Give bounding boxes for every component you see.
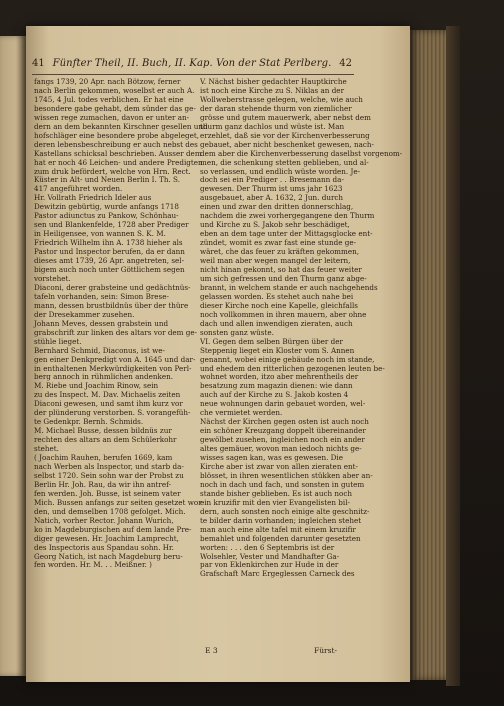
text-line: Kastellans schicksal beschrieben. Ausser dem: [34, 148, 202, 158]
text-line: altes gemäuer, wovon man iedoch nichts ge-: [200, 444, 362, 454]
text-line: Nächst der Kirchen gegen osten ist auch noch: [200, 417, 369, 427]
text-line: Johann Meves, dessen grabstein und: [34, 318, 169, 328]
text-line: ein kruzifir mit den vier Evangelisten bil-: [200, 497, 350, 507]
previous-page-edge: [0, 36, 26, 676]
text-line: 417 angeführet worden.: [34, 184, 123, 194]
text-line: noch in dach und fach, und sonsten in gutem: [200, 479, 365, 489]
right-page-number: 42: [339, 58, 352, 69]
text-line: Steppenig lieget ein Kloster vom S. Annen: [200, 345, 355, 355]
text-line: wohnet worden, itzo aber mehrentheils der: [200, 372, 359, 382]
running-header: [32, 58, 352, 69]
text-line: und ehedem den ritterlichen gezogenen leuten be-: [200, 363, 385, 373]
text-line: brannt, in welchem stande er auch nachgehends: [200, 282, 378, 292]
text-line: grabschrift zur linken des altars vor dem ge-: [34, 327, 198, 337]
text-line: genannt, wobei einige gebäude noch im stande,: [200, 354, 375, 364]
left-page-number: 41: [32, 58, 45, 69]
text-line: hat er noch 46 Leichen- und andere Predigten: [34, 157, 203, 167]
text-line: ( Joachim Rauhen, berufen 1669, kam: [34, 453, 173, 463]
text-line: nachdem die zwei vorhergegangene den Thurm: [200, 211, 375, 221]
text-line: Hr. Vollrath Friedrich Ideler aus: [34, 193, 152, 203]
text-line: neue wohnungen darin gebauet worden, wel-: [200, 399, 366, 409]
text-line: eben an dem tage unter der Mittagsglocke ent-: [200, 229, 373, 239]
text-line: Diaconi gewesen, und samt ihm kurz vor: [34, 399, 183, 409]
text-line: dieses amt 1739, 26 Apr. angetreten, sel-: [34, 256, 184, 266]
text-line: par von Eklenkirchen zur Hude in der: [200, 560, 339, 570]
text-line: nach Berlin gekommen, woselbst er auch A.: [34, 85, 195, 95]
text-line: sonsten ganz wüste.: [200, 327, 274, 337]
text-line: zu des Inspect. M. Dav. Michaelis zeiten: [34, 390, 181, 400]
text-line: dach und allen inwendigen zieraten, auch: [200, 318, 353, 328]
text-line: ein schöner Kreuzgang doppelt übereinander: [200, 426, 366, 436]
header-rule: [32, 74, 354, 75]
text-line: besatzung zum magazin dienen: wie dann: [200, 381, 353, 391]
text-line: dern an dem bekannten Kirschner gesellen und: [34, 121, 208, 131]
text-line: um sich gefressen und den Thurm ganz abge-: [200, 273, 367, 283]
text-line: gelassen worden. Es stehet auch nahe bei: [200, 291, 354, 301]
text-line: blösset, in ihren wesentlichen stükken aber an-: [200, 470, 373, 480]
text-line: worten: . . . den 6 Septembris ist der: [200, 542, 335, 552]
text-line: Mich. Bussen anfangs zur seiten gesetzet wor-: [34, 497, 205, 507]
text-line: M. Riebe und Joachim Rinow, sein: [34, 381, 159, 391]
text-line: bemahlet und folgenden darunter gesetzten: [200, 533, 361, 543]
text-line: hofschläger eine besondere probe abgeleget,: [34, 130, 199, 140]
text-line: berg annoch in rühmlichen andenken.: [34, 372, 174, 382]
text-line: dem aber die Kirchenverbesserung daselbst vorgenom-: [200, 148, 403, 158]
text-line: Wollweberstrasse gelegen, welche, wie auch: [200, 94, 363, 104]
text-line: nach Werben als Inspector, und starb da-: [34, 461, 184, 471]
text-line: gebauet, aber nicht beschenket gewesen, nach-: [200, 139, 374, 149]
text-line: den, und demselben 1708 gefolget. Mich.: [34, 506, 186, 516]
text-line: V. Nächst bisher gedachter Hauptkirche: [200, 77, 347, 86]
text-line: te bilder darin vorhanden; ingleichen stehet: [200, 515, 362, 525]
text-line: doch sei ein Prediger . . Bresemann da-: [200, 175, 344, 185]
text-line: thurm ganz dachlos und wüste ist. Man: [200, 121, 345, 131]
text-line: zum druk befördert, welche von Hrn. Rect.: [34, 166, 191, 176]
text-line: Friedrich Wilhelm ihn A. 1738 hieher als: [34, 238, 183, 248]
text-line: Pastor und Inspector berufen, da er dann: [34, 247, 185, 257]
text-line: Berlin Hr. Joh. Rau, da wir ihn antref-: [34, 479, 171, 489]
text-line: Diaconi, derer grabsteine und gedächtnüs-: [34, 282, 191, 292]
text-line: Bernhard Schmid, Diaconus, ist we-: [34, 345, 165, 355]
text-line: und Kirche zu S. Jakob sehr beschädiget,: [200, 220, 350, 230]
text-line: ist noch eine Kirche zu S. Niklas an der: [200, 85, 344, 95]
text-line: vorstehet.: [34, 273, 71, 283]
text-line: auch auf der Kirche zu S. Jakob kosten 4: [200, 390, 349, 400]
text-line: wissen rege zumachen, davon er unter an-: [34, 112, 190, 122]
text-line: nicht hinan gekonnt, so hat das feuer weiter: [200, 265, 362, 275]
text-line: in enthaltenen Merkwürdigkeiten von Perl-: [34, 363, 192, 373]
text-line: deren lebensbeschreibung er auch nebst des: [34, 139, 198, 149]
text-line: Küster in Alt- und Neuen Berlin I. Th. S.: [34, 175, 181, 185]
text-line: des Inspectoris aus Spandau sohn. Hr.: [34, 542, 174, 552]
text-line: wäret, che das feuer zu kräften gekommen,: [200, 247, 359, 257]
text-line: men, die schenkung stetten geblieben, und al-: [200, 157, 369, 167]
text-line: in Heiligensee, von wannen S. K. M.: [34, 229, 166, 239]
text-line: stande bisher geblieben. Es ist auch noch: [200, 488, 353, 498]
text-line: Georg Natich, ist nach Magdeburg beru-: [34, 551, 183, 561]
text-line: Dewitzin gebürtig, wurde anfangs 1718: [34, 202, 179, 212]
text-line: sen und Blankenfelde, 1728 aber Prediger: [34, 220, 189, 230]
text-line: dieser Kirche noch eine Kapelle, gleichfalls: [200, 300, 358, 310]
text-line: stühle lieget.: [34, 336, 82, 346]
text-line: noch vollkommen in ihren mauern, aber ohne: [200, 309, 367, 319]
text-line: Pastor adiunctus zu Pankow, Schönhau-: [34, 211, 179, 221]
text-line: gen einer Denkpredigt von A. 1645 und dar-: [34, 354, 196, 364]
text-line: stehet.: [34, 444, 59, 454]
text-line: selbst 1720. Sein sohn war der Probst zu: [34, 470, 184, 480]
right-text-column: [200, 77, 403, 579]
text-line: zündet, womit es zwar fast eine stunde ge-: [200, 238, 357, 248]
text-line: fen worden. Hr. M. . . Meißner. ): [34, 560, 152, 570]
book-binding-edge: [446, 26, 460, 686]
text-line: einen und zwar den dritten donnerschlag,: [200, 202, 354, 212]
text-line: gewesen. Der Thurm ist ums jahr 1623: [200, 184, 343, 194]
text-line: so verlassen, und endlich wüste worden. Je-: [200, 166, 361, 176]
text-line: che vermietet werden.: [200, 408, 283, 418]
text-line: diger gewesen. Hr. Joachim Lamprecht,: [34, 533, 179, 543]
text-line: M. Michael Busse, dessen bildnüs zur: [34, 426, 172, 436]
text-line: fen werden. Joh. Busse, ist seinem vater: [34, 488, 181, 498]
text-line: besondere gabe gehabt, dem sünder das ge-: [34, 103, 196, 113]
text-line: der plünderung verstorben. S. vorangefüh-: [34, 408, 191, 418]
text-line: Natich, vorher Rector. Johann Wurich,: [34, 515, 174, 525]
text-line: 1745, 4 Jul. todes verblichen. Er hat eine: [34, 94, 184, 104]
text-line: mann, dessen brustbildnüs über der thüre: [34, 300, 189, 310]
text-line: der daran stehende thurm von ziemlicher: [200, 103, 352, 113]
text-line: gewölbet zusehen, ingleichen noch ein ander: [200, 435, 365, 445]
text-line: Kirche aber ist zwar von allen zieraten ent-: [200, 461, 358, 471]
text-line: ausgebauet, aber A. 1632, 2 Jun. durch: [200, 193, 344, 203]
text-line: erzehlet, daß sie vor der Kirchenverbesserung: [200, 130, 370, 140]
catchword: Fürst-: [314, 646, 338, 655]
text-line: dern, auch sonsten noch einige alte geschnitz-: [200, 506, 370, 516]
signature-mark: E 3: [205, 646, 218, 655]
header-title: Fünfter Theil, II. Buch, II. Kap. Von der Stat Perlberg.: [52, 58, 332, 69]
text-line: te Gedenkpr. Bernh. Schmids.: [34, 417, 144, 427]
left-text-column: [34, 77, 208, 570]
text-line: der Dresekammer zusehen.: [34, 309, 135, 319]
text-line: man auch eine alte tafel mit einem kruzifir: [200, 524, 356, 534]
text-line: VI. Gegen dem selben Bürgen über der: [200, 336, 343, 346]
text-line: tafeln vorhanden, sein: Simon Brese-: [34, 291, 169, 301]
text-line: grösse und gutem mauerwerk, aber nebst dem: [200, 112, 371, 122]
text-line: Grafschaft Marc Ergeglessen Carneck des: [200, 569, 355, 579]
text-line: weil man aber wegen mangel der leitern,: [200, 256, 351, 266]
text-line: bigem auch noch unter Göttlichem segen: [34, 265, 185, 275]
text-line: fangs 1739, 20 Apr. nach Bötzow, ferner: [34, 77, 181, 86]
text-line: wisses sagen kan, was es gewesen. Die: [200, 453, 343, 463]
text-line: Wolsehler, Vester und Mandhafter Ga-: [200, 551, 340, 561]
page-stack-edge: [408, 30, 448, 680]
text-line: ko in Magdeburgischen auf dem lande Pre-: [34, 524, 192, 534]
text-line: rechten des altars an dem Schülerkohr: [34, 435, 177, 445]
